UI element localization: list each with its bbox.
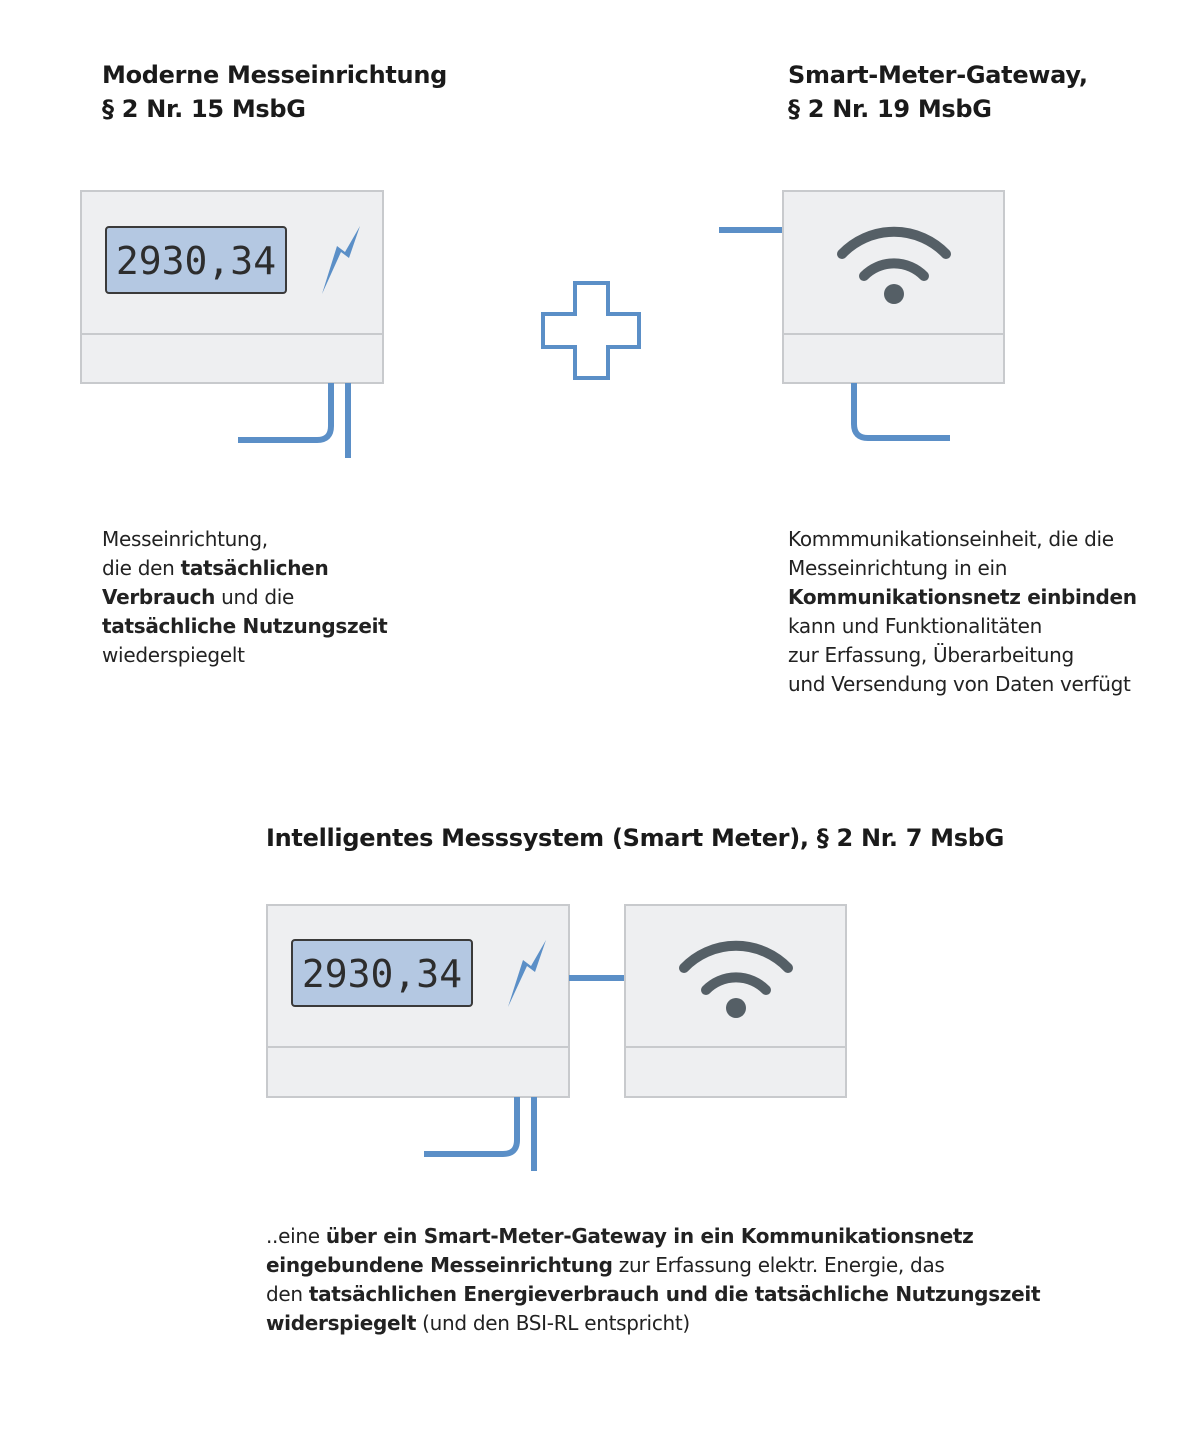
meter-title-line1: Moderne Messeinrichtung <box>102 61 448 89</box>
meter-desc-line: Messeinrichtung, <box>102 527 268 551</box>
meter-title-line2: § 2 Nr. 15 MsbG <box>102 95 306 123</box>
system-gateway-device <box>625 905 846 1097</box>
gateway-desc-line: Kommunikationsnetz einbinden <box>788 585 1137 609</box>
system-title-text: Intelligentes Messsystem (Smart Meter), § 2 Nr. 7 MsbG <box>266 824 1005 852</box>
gateway-desc-line: Messeinrichtung in ein <box>788 556 1008 580</box>
plus-icon <box>543 283 639 378</box>
gateway-title-line1: Smart-Meter-Gateway, <box>788 61 1088 89</box>
system-desc-line: den tatsächlichen Energieverbrauch und die tatsächliche Nutzungszeit <box>266 1282 1041 1306</box>
system-desc-line: ..eine über ein Smart-Meter-Gateway in ein Kommunikationsnetz <box>266 1224 974 1248</box>
meter-display-value: 2930,34 <box>115 239 277 283</box>
meter-description <box>102 525 387 670</box>
gateway-device <box>719 191 1004 438</box>
system-display-value: 2930,34 <box>301 952 463 996</box>
gateway-desc-line: kann und Funktionalitäten <box>788 614 1043 638</box>
gateway-desc-line: Kommmunikationseinheit, die die <box>788 527 1114 551</box>
meter-desc-line: die den tatsächlichen <box>102 556 329 580</box>
meter-device <box>81 191 383 458</box>
gateway-title-line2: § 2 Nr. 19 MsbG <box>788 95 992 123</box>
system-meter-device <box>267 905 569 1171</box>
system-desc-line: eingebundene Messeinrichtung zur Erfassung elektr. Energie, das <box>266 1253 945 1277</box>
system-wire-in <box>424 1097 517 1154</box>
system-desc-line: widerspiegelt (und den BSI-RL entspricht) <box>266 1311 690 1335</box>
gateway-description <box>788 525 1137 699</box>
gateway-desc-line: und Versendung von Daten verfügt <box>788 672 1131 696</box>
meter-wire-in <box>238 383 331 440</box>
meter-title <box>102 58 447 126</box>
gateway-desc-line: zur Erfassung, Überarbeitung <box>788 643 1074 667</box>
gateway-wire-out <box>854 383 950 438</box>
meter-desc-line: wiederspiegelt <box>102 643 245 667</box>
system-description <box>266 1222 1040 1338</box>
meter-desc-line: Verbrauch und die <box>102 585 295 609</box>
gateway-title <box>788 58 1088 126</box>
meter-desc-line: tatsächliche Nutzungszeit <box>102 614 388 638</box>
system-title <box>266 821 1004 855</box>
